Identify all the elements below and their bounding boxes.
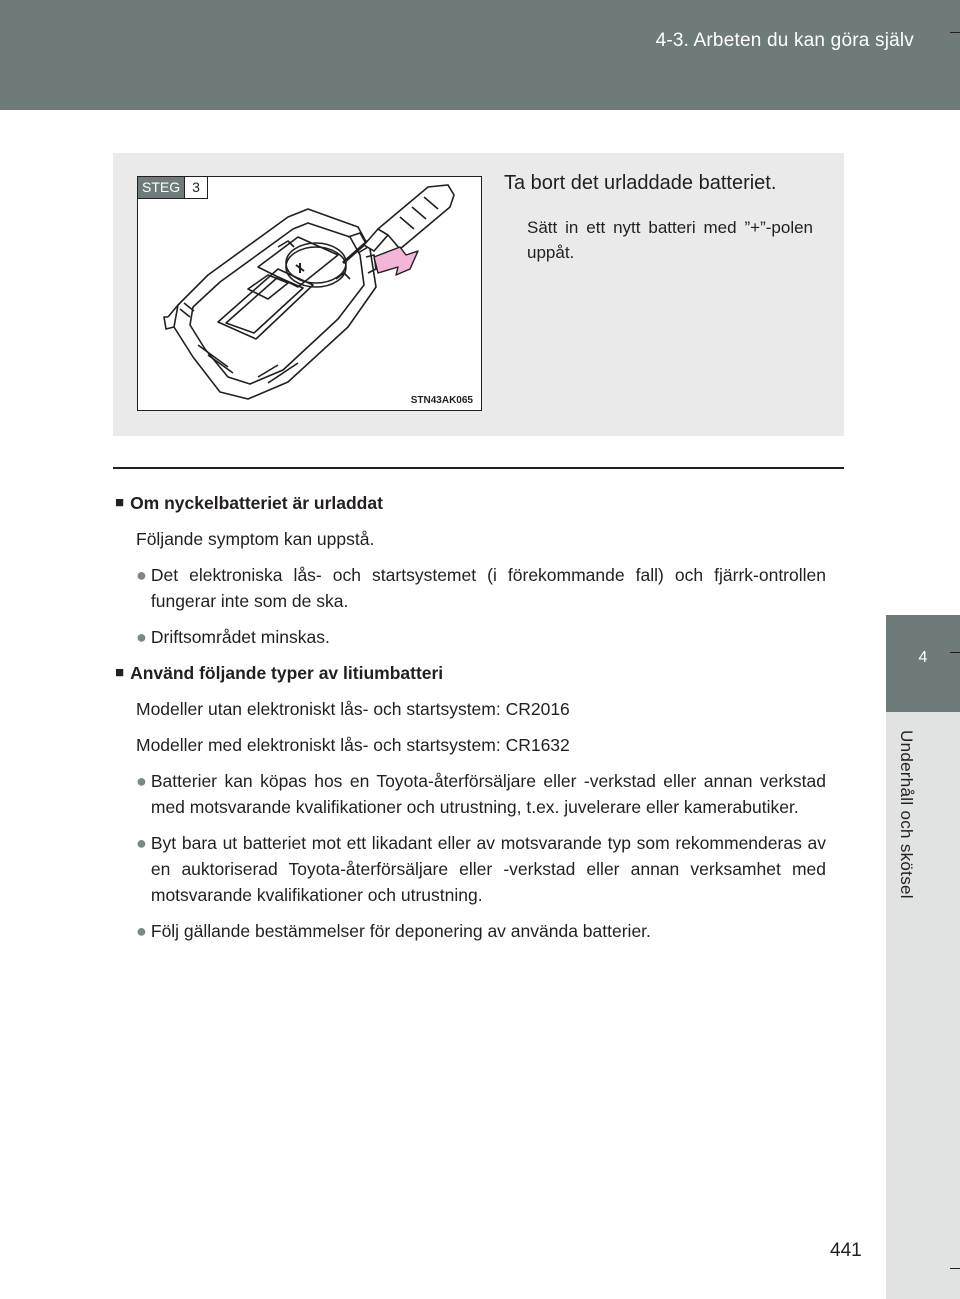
list-item <box>136 624 826 650</box>
chapter-title: 4-3. Arbeten du kan göra själv <box>655 30 914 51</box>
chapter-number: 4 <box>918 649 928 666</box>
step-illustration <box>137 176 482 411</box>
coin-battery-icon <box>286 243 346 283</box>
square-marker-icon: ■ <box>115 664 125 681</box>
section-heading <box>115 490 826 516</box>
notes-content <box>115 490 826 954</box>
square-marker-icon: ■ <box>115 494 125 511</box>
model-line: Modeller utan elektroniskt lås- och startsystem: CR2016 <box>136 699 570 719</box>
round-bullet-icon: ● <box>136 833 147 853</box>
list-item-text: Driftsområdet minskas. <box>150 627 330 647</box>
section-intro: Följande symptom kan uppstå. <box>136 529 375 549</box>
list-item-text: Följ gällande bestämmelser för deponering av använda batterier. <box>150 921 651 941</box>
section-heading <box>115 660 826 686</box>
chapter-side-label: Underhåll och skötsel <box>897 730 916 899</box>
step-badge-number: 3 <box>184 177 207 198</box>
chapter-header <box>0 0 960 110</box>
step-badge <box>138 177 208 199</box>
crop-mark <box>950 652 960 653</box>
step-instruction: Sätt in ett nytt batteri med ”+”-polen uppåt. <box>527 218 813 262</box>
chapter-tab <box>886 615 960 712</box>
section-divider <box>113 467 844 469</box>
step-title: Ta bort det urladdade batteriet. <box>504 172 777 194</box>
round-bullet-icon: ● <box>136 627 147 647</box>
list-item <box>136 918 826 944</box>
crop-mark <box>950 32 960 33</box>
round-bullet-icon: ● <box>136 921 147 941</box>
key-case-outline <box>174 209 376 399</box>
list-item-text: Byt bara ut batteriet mot ett likadant eller av motsvarande typ som rekommenderas av en auktoriserad Toyota-återförsäljare eller -verkstad eller annan verksamhet med motsvarande kvalifikationer och utrustning. <box>150 833 826 905</box>
list-item <box>136 562 826 614</box>
list-item <box>136 830 826 908</box>
section-heading-text: Om nyckelbatteriet är urladdat <box>130 493 383 513</box>
model-line: Modeller med elektroniskt lås- och startsystem: CR1632 <box>136 735 570 755</box>
round-bullet-icon: ● <box>136 565 147 585</box>
step-box <box>113 153 844 436</box>
page-number: 441 <box>830 1240 862 1261</box>
step-badge-label: STEG <box>138 177 184 198</box>
list-item-text: Det elektroniska lås- och startsystemet (i förekommande fall) och fjärrk-ontrollen fungerar inte som de ska. <box>150 565 826 611</box>
section-heading-text: Använd följande typer av litiumbatteri <box>130 663 444 683</box>
list-item-text: Batterier kan köpas hos en Toyota-återförsäljare eller -verkstad eller annan verkstad med motsvarande kvalifikationer och utrustning, t.ex. juvelerare eller kamerabutiker. <box>150 771 826 817</box>
crop-mark <box>950 1268 960 1269</box>
lift-arrow-icon <box>374 247 418 275</box>
figure-code: STN43AK065 <box>410 395 473 406</box>
key-battery-illustration <box>138 177 482 411</box>
round-bullet-icon: ● <box>136 771 147 791</box>
list-item <box>136 768 826 820</box>
